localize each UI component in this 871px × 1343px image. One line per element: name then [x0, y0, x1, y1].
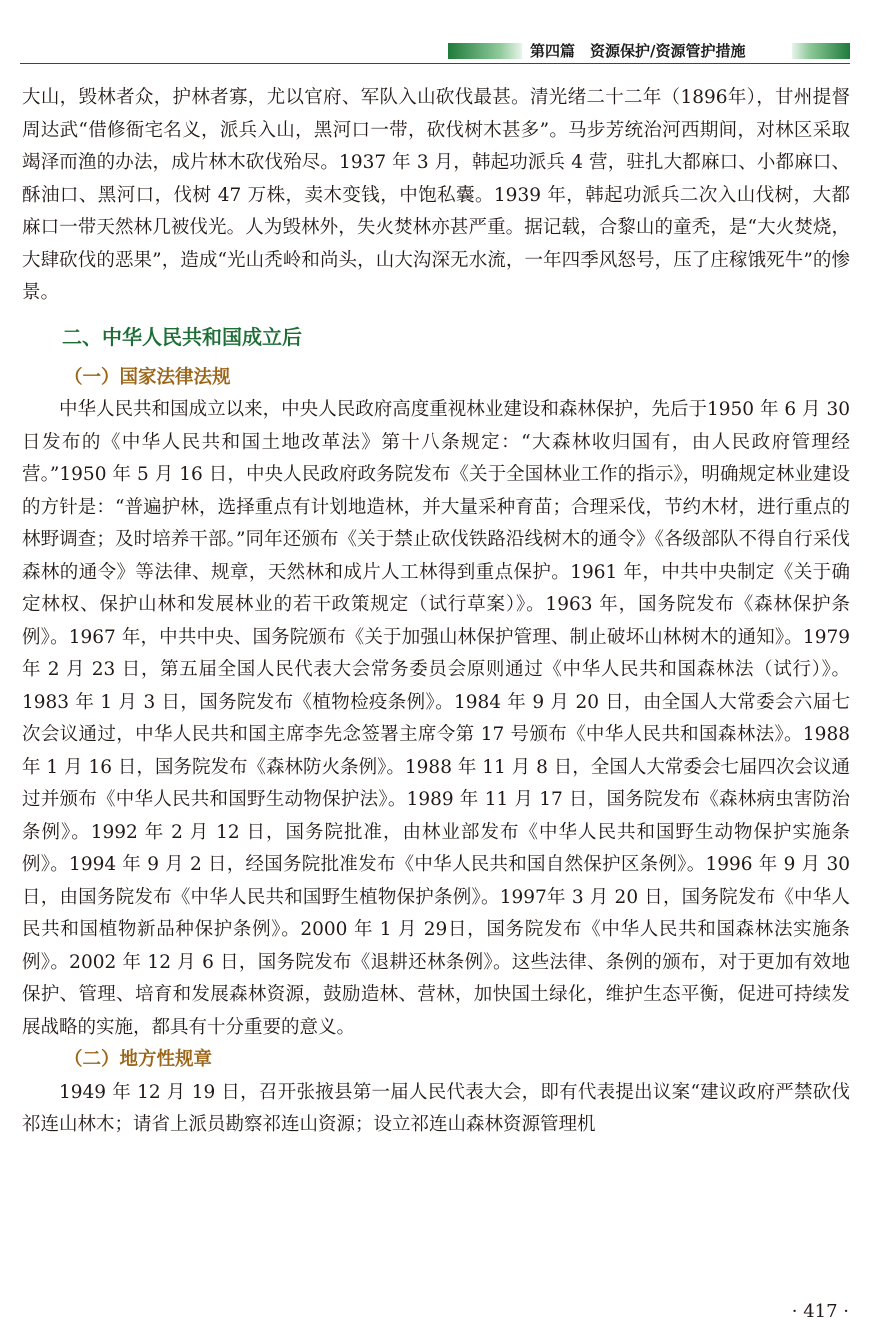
- header-divider: [20, 63, 850, 64]
- header-title: 第四篇 资源保护/资源管护措施: [530, 42, 746, 60]
- running-header: [20, 40, 850, 62]
- page-body: [22, 82, 850, 1142]
- subsection-heading-national-laws: （一）国家法律法规: [64, 366, 231, 388]
- page-number: · 417 ·: [791, 1301, 849, 1322]
- subsection-heading-local-regulations: （二）地方性规章: [64, 1049, 213, 1070]
- paragraph-national-laws: 中华人民共和国成立以来，中央人民政府高度重视林业建设和森林保护，先后于1950 年 6 月 30 日发布的《中华人民共和国土地改革法》第十八条规定：“大森林收归国有，由人民政府管理经营。”1950 年 5 月 16 日，中央人民政府政务院发布《关于全国林业工作的指示》，明确规定林业建设的方针是：“普遍护林，选择重点有计划地造林，并大量采种育苗；合理采伐，节约木材，进行重点的林野调查；及时培养干部。”同年还颁布《关于禁止砍伐铁路沿线树木的通令》《各级部队不得自行采伐森林的通令》等法律、规章，天然林和成片人工林得到重点保护。1961 年，中共中央制定《关于确定林权、保护山林和发展林业的若干政策规定（试行草案）》。1963 年，国务院发布《森林保护条例》。1967 年，中共中央、国务院颁布《关于加强山林保护管理、制止破坏山林树木的通知》。1979 年 2 月 23 日，第五届全国人民代表大会常务委员会原则通过《中华人民共和国森林法（试行）》。1983 年 1 月 3 日，国务院发布《植物检疫条例》。1984 年 9 月 20 日，由全国人大常委会六届七次会议通过，中华人民共和国主席李先念签署主席令第 17 号颁布《中华人民共和国森林法》。1988 年 1 月 16 日，国务院发布《森林防火条例》。1988 年 11 月 8 日，全国人大常委会七届四次会议通过并颁布《中华人民共和国野生动物保护法》。1989 年 11 月 17 日，国务院发布《森林病虫害防治条例》。1992 年 2 月 12 日，国务院批准，由林业部发布《中华人民共和国野生动物保护实施条例》。1994 年 9 月 2 日，经国务院批准发布《中华人民共和国自然保护区条例》。1996 年 9 月 30 日，由国务院发布《中华人民共和国野生植物保护条例》。1997年 3 月 20 日，国务院发布《中华人民共和国植物新品种保护条例》。2000 年 1 月 29日，国务院发布《中华人民共和国森林法实施条例》。2002 年 12 月 6 日，国务院发布《退耕还林条例》。这些法律、条例的颁布，对于更加有效地保护、管理、培育和发展森林资源，鼓励造林、营林，加快国土绿化，维护生态平衡，促进可持续发展战略的实施，都具有十分重要的意义。: [22, 399, 850, 1038]
- header-decor-bar-right: [792, 43, 850, 59]
- paragraph-continuation: 大山，毁林者众，护林者寡，尤以官府、军队入山砍伐最甚。清光绪二十二年（1896年），甘州提督周达武“借修衙宅名义，派兵入山，黑河口一带，砍伐树木甚多”。马步芳统治河西期间，对林区采取竭泽而渔的办法，成片林木砍伐殆尽。1937 年 3 月，韩起功派兵 4 营，驻扎大都麻口、小都麻口、酥油口、黑河口，伐树 47 万株，卖木变钱，中饱私囊。1939 年，韩起功派兵二次入山伐树，大都麻口一带天然林几被伐光。人为毁林外，失火焚林亦甚严重。据记载，合黎山的童秃，是“大火焚烧，大肆砍伐的恶果”，造成“光山秃岭和尚头，山大沟深无水流，一年四季风怒号，压了庄稼饿死牛”的惨景。: [22, 87, 850, 303]
- header-decor-bar-left: [448, 43, 522, 59]
- section-heading: 二、中华人民共和国成立后: [62, 324, 302, 349]
- paragraph-local-regulations: 1949 年 12 月 19 日，召开张掖县第一届人民代表大会，即有代表提出议案“建议政府严禁砍伐祁连山林木；请省上派员勘察祁连山资源；设立祁连山森林资源管理机: [22, 1081, 850, 1135]
